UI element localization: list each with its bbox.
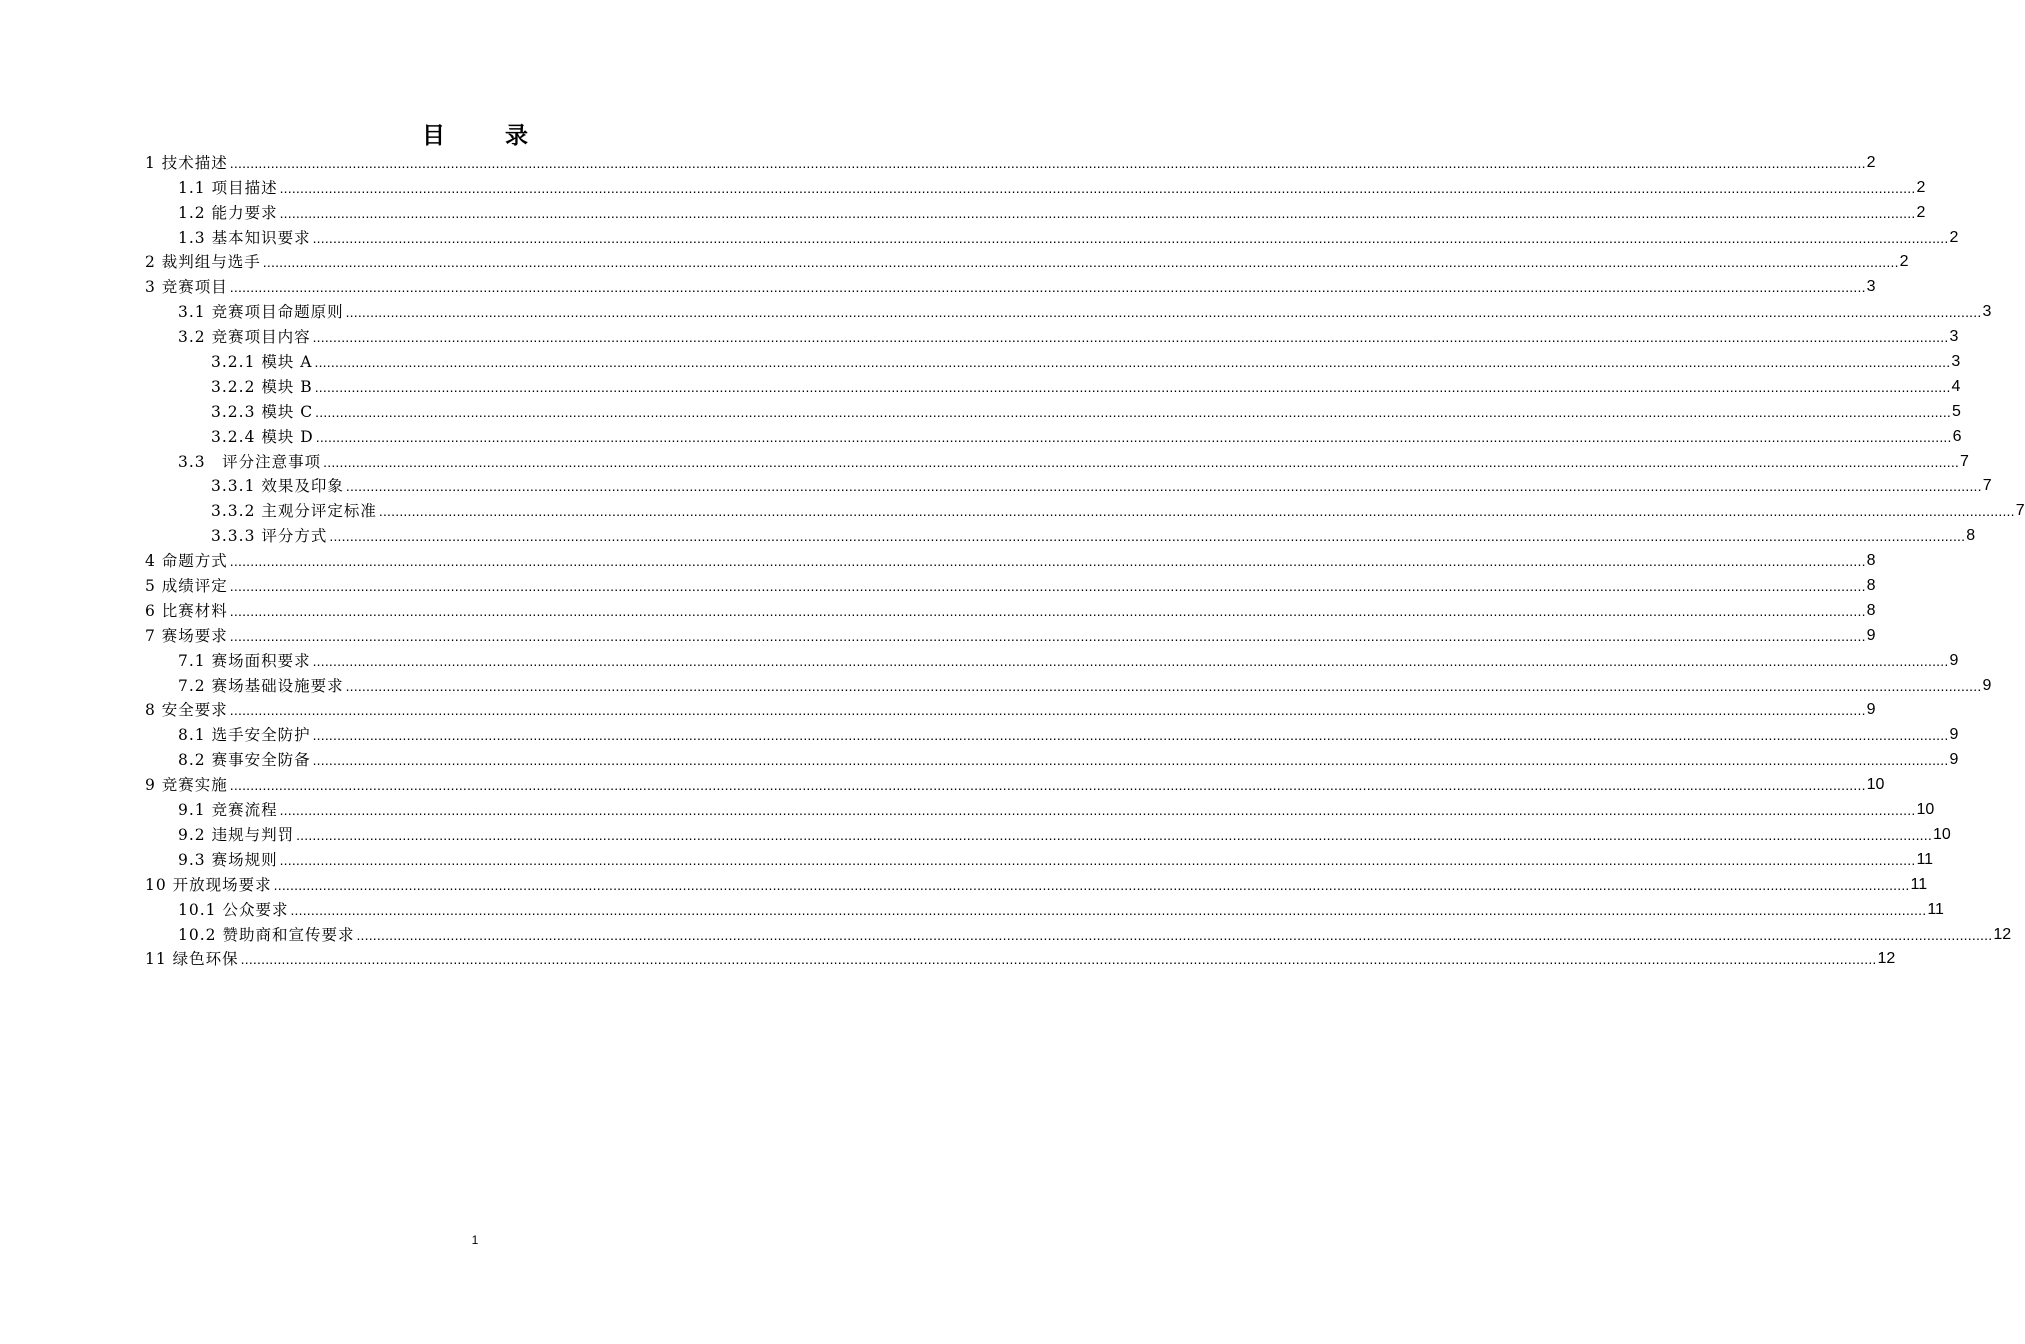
toc-dot-leader: ................................................................................................................................................................................................................................................................................................................................................................................................................ (229, 777, 1866, 794)
toc-entry[interactable] (145, 820, 1951, 845)
toc-entry-label: 8.1 选手安全防护 (178, 726, 311, 745)
toc-entry[interactable] (145, 720, 1959, 745)
toc-entry[interactable] (145, 173, 1926, 198)
toc-dot-leader: ................................................................................................................................................................................................................................................................................................................................................................................................................ (262, 254, 1899, 271)
toc-dot-leader: ................................................................................................................................................................................................................................................................................................................................................................................................................ (312, 752, 1949, 769)
toc-dot-leader: ................................................................................................................................................................................................................................................................................................................................................................................................................ (312, 652, 1949, 669)
page-number: 1 (471, 1233, 479, 1247)
toc-entry[interactable] (145, 696, 1876, 721)
toc-dot-leader: ................................................................................................................................................................................................................................................................................................................................................................................................................ (315, 403, 1952, 420)
toc-dot-leader: ................................................................................................................................................................................................................................................................................................................................................................................................................ (240, 951, 1877, 968)
toc-entry-label: 3.2.1 模块 A (211, 353, 313, 372)
toc-dot-leader: ................................................................................................................................................................................................................................................................................................................................................................................................................ (323, 453, 1960, 470)
toc-entry[interactable] (145, 447, 1969, 472)
toc-entry[interactable] (145, 223, 1959, 248)
toc-entry[interactable] (145, 521, 1976, 546)
toc-entry-page: 12 (1993, 925, 2012, 943)
toc-entry[interactable] (145, 272, 1876, 297)
toc-entry-label: 3.3.1 效果及印象 (211, 477, 344, 496)
toc-entry-page: 11 (1916, 850, 1934, 868)
toc-entry[interactable] (145, 372, 1961, 397)
toc-entry[interactable] (145, 148, 1876, 173)
toc-entry-page: 11 (1927, 900, 1944, 918)
page-title: 目 录 (421, 123, 554, 149)
toc-entry-page: 8 (1866, 601, 1876, 619)
toc-entry-label: 7.2 赛场基础设施要求 (178, 676, 344, 695)
toc-entry-page: 9 (1866, 701, 1876, 719)
toc-entry-page: 10 (1932, 825, 1951, 843)
toc-entry-page: 8 (1866, 577, 1876, 595)
toc-entry[interactable] (145, 845, 1934, 870)
toc-entry-label: 2 裁判组与选手 (145, 253, 261, 272)
toc-dot-leader: ................................................................................................................................................................................................................................................................................................................................................................................................................ (229, 154, 1866, 171)
toc-entry[interactable] (145, 322, 1959, 347)
toc-entry-label: 3.1 竞赛项目命题原则 (178, 303, 344, 322)
toc-entry-page: 11 (1910, 875, 1928, 893)
toc-dot-leader: ................................................................................................................................................................................................................................................................................................................................................................................................................ (314, 354, 1951, 371)
toc-entry-page: 2 (1949, 228, 1959, 246)
toc-dot-leader: ................................................................................................................................................................................................................................................................................................................................................................................................................ (345, 304, 1982, 321)
toc-entry[interactable] (145, 496, 2025, 521)
toc-entry-page: 3 (1982, 303, 1992, 321)
toc-entry[interactable] (145, 347, 1961, 372)
toc-entry-label: 3.2.4 模块 D (211, 427, 314, 446)
toc-entry-label: 3.2 竞赛项目内容 (178, 328, 311, 347)
toc-entry-page: 4 (1951, 377, 1961, 395)
toc-entry-label: 8.2 赛事安全防备 (178, 751, 311, 770)
toc-entry-label: 10 开放现场要求 (145, 875, 272, 894)
toc-entry-page: 8 (1966, 527, 1976, 545)
toc-dot-leader: ................................................................................................................................................................................................................................................................................................................................................................................................................ (279, 851, 1916, 868)
toc-dot-leader: ................................................................................................................................................................................................................................................................................................................................................................................................................ (296, 826, 1932, 843)
toc-dot-leader: ................................................................................................................................................................................................................................................................................................................................................................................................................ (229, 702, 1866, 719)
toc-entry[interactable] (145, 546, 1876, 571)
toc-entry-page: 3 (1866, 278, 1876, 296)
toc-entry-label: 8 安全要求 (145, 701, 228, 720)
toc-dot-leader: ................................................................................................................................................................................................................................................................................................................................................................................................................ (229, 602, 1866, 619)
toc-entry[interactable] (145, 198, 1926, 223)
toc-entry-page: 10 (1866, 776, 1885, 794)
toc-dot-leader: ................................................................................................................................................................................................................................................................................................................................................................................................................ (290, 901, 1927, 918)
toc-entry[interactable] (145, 895, 1944, 920)
toc-dot-leader: ................................................................................................................................................................................................................................................................................................................................................................................................................ (315, 428, 1952, 445)
toc-entry[interactable] (145, 297, 1992, 322)
toc-dot-leader: ................................................................................................................................................................................................................................................................................................................................................................................................................ (312, 229, 1949, 246)
toc-entry-label: 9.3 赛场规则 (178, 850, 278, 869)
toc-entry[interactable] (145, 248, 1909, 273)
toc-dot-leader: ................................................................................................................................................................................................................................................................................................................................................................................................................ (329, 528, 1966, 545)
toc-dot-leader: ................................................................................................................................................................................................................................................................................................................................................................................................................ (312, 727, 1949, 744)
toc-entry-label: 4 命题方式 (145, 552, 228, 571)
toc-dot-leader: ................................................................................................................................................................................................................................................................................................................................................................................................................ (356, 926, 1993, 943)
toc-entry-page: 8 (1866, 552, 1876, 570)
toc-entry-label: 1.2 能力要求 (178, 203, 278, 222)
toc-dot-leader: ................................................................................................................................................................................................................................................................................................................................................................................................................ (229, 553, 1866, 570)
toc-entry[interactable] (145, 422, 1962, 447)
toc-entry-page: 9 (1949, 726, 1959, 744)
toc-dot-leader: ................................................................................................................................................................................................................................................................................................................................................................................................................ (345, 478, 1982, 495)
toc-entry-label: 1.1 项目描述 (178, 178, 278, 197)
toc-entry-page: 2 (1916, 178, 1926, 196)
toc-dot-leader: ................................................................................................................................................................................................................................................................................................................................................................................................................ (279, 179, 1916, 196)
toc-entry[interactable] (145, 671, 1992, 696)
toc-entry[interactable] (145, 770, 1885, 795)
toc-entry-page: 2 (1899, 253, 1909, 271)
toc-entry-page: 9 (1949, 651, 1959, 669)
toc-entry[interactable] (145, 646, 1959, 671)
table-of-contents (145, 148, 2025, 969)
toc-entry[interactable] (145, 472, 1992, 497)
toc-dot-leader: ................................................................................................................................................................................................................................................................................................................................................................................................................ (279, 204, 1916, 221)
toc-entry-label: 3 竞赛项目 (145, 278, 228, 297)
toc-entry[interactable] (145, 397, 1961, 422)
toc-dot-leader: ................................................................................................................................................................................................................................................................................................................................................................................................................ (345, 677, 1982, 694)
toc-entry-label: 9.2 违规与判罚 (178, 825, 295, 844)
toc-entry[interactable] (145, 571, 1876, 596)
toc-dot-leader: ................................................................................................................................................................................................................................................................................................................................................................................................................ (279, 802, 1916, 819)
toc-entry-page: 7 (1960, 452, 1969, 470)
toc-entry-label: 10.2 赞助商和宣传要求 (178, 925, 355, 944)
toc-dot-leader: ................................................................................................................................................................................................................................................................................................................................................................................................................ (229, 279, 1866, 296)
toc-entry-page: 7 (2015, 502, 2025, 520)
toc-entry-label: 5 成绩评定 (145, 577, 228, 596)
toc-entry-label: 3.2.2 模块 B (211, 377, 313, 396)
toc-entry-page: 12 (1877, 950, 1896, 968)
toc-entry-page: 6 (1952, 427, 1962, 445)
toc-entry-page: 2 (1916, 203, 1926, 221)
toc-entry[interactable] (145, 920, 2012, 945)
toc-entry[interactable] (145, 596, 1876, 621)
toc-entry-label: 3.3 评分注意事项 (178, 452, 322, 471)
toc-entry-label: 6 比赛材料 (145, 601, 228, 620)
toc-entry-page: 3 (1951, 353, 1961, 371)
toc-entry-label: 7.1 赛场面积要求 (178, 651, 311, 670)
toc-entry[interactable] (145, 745, 1959, 770)
toc-entry-page: 9 (1866, 626, 1876, 644)
toc-entry[interactable] (145, 870, 1928, 895)
toc-dot-leader: ................................................................................................................................................................................................................................................................................................................................................................................................................ (312, 329, 1949, 346)
toc-entry-label: 9 竞赛实施 (145, 776, 228, 795)
toc-entry-label: 3.3.2 主观分评定标准 (211, 502, 377, 521)
toc-entry-label: 3.3.3 评分方式 (211, 527, 328, 546)
toc-entry-label: 1.3 基本知识要求 (178, 228, 311, 247)
toc-entry-label: 7 赛场要求 (145, 626, 228, 645)
toc-entry[interactable] (145, 945, 1896, 970)
toc-dot-leader: ................................................................................................................................................................................................................................................................................................................................................................................................................ (314, 378, 1951, 395)
toc-entry-label: 10.1 公众要求 (178, 900, 289, 919)
toc-entry-label: 1 技术描述 (145, 153, 228, 172)
toc-entry-page: 5 (1952, 402, 1961, 420)
toc-entry-page: 9 (1949, 751, 1959, 769)
toc-dot-leader: ................................................................................................................................................................................................................................................................................................................................................................................................................ (273, 876, 1910, 893)
toc-entry-page: 10 (1916, 801, 1935, 819)
toc-entry-page: 9 (1982, 676, 1992, 694)
toc-dot-leader: ................................................................................................................................................................................................................................................................................................................................................................................................................ (378, 503, 2015, 520)
toc-dot-leader: ................................................................................................................................................................................................................................................................................................................................................................................................................ (229, 578, 1866, 595)
toc-entry[interactable] (145, 621, 1876, 646)
toc-entry-page: 3 (1949, 328, 1959, 346)
toc-entry-page: 7 (1982, 477, 1992, 495)
toc-entry-label: 11 绿色环保 (145, 950, 239, 969)
toc-dot-leader: ................................................................................................................................................................................................................................................................................................................................................................................................................ (229, 627, 1866, 644)
toc-entry[interactable] (145, 795, 1935, 820)
toc-entry-label: 9.1 竞赛流程 (178, 801, 278, 820)
toc-entry-page: 2 (1866, 153, 1876, 171)
toc-entry-label: 3.2.3 模块 C (211, 402, 314, 421)
